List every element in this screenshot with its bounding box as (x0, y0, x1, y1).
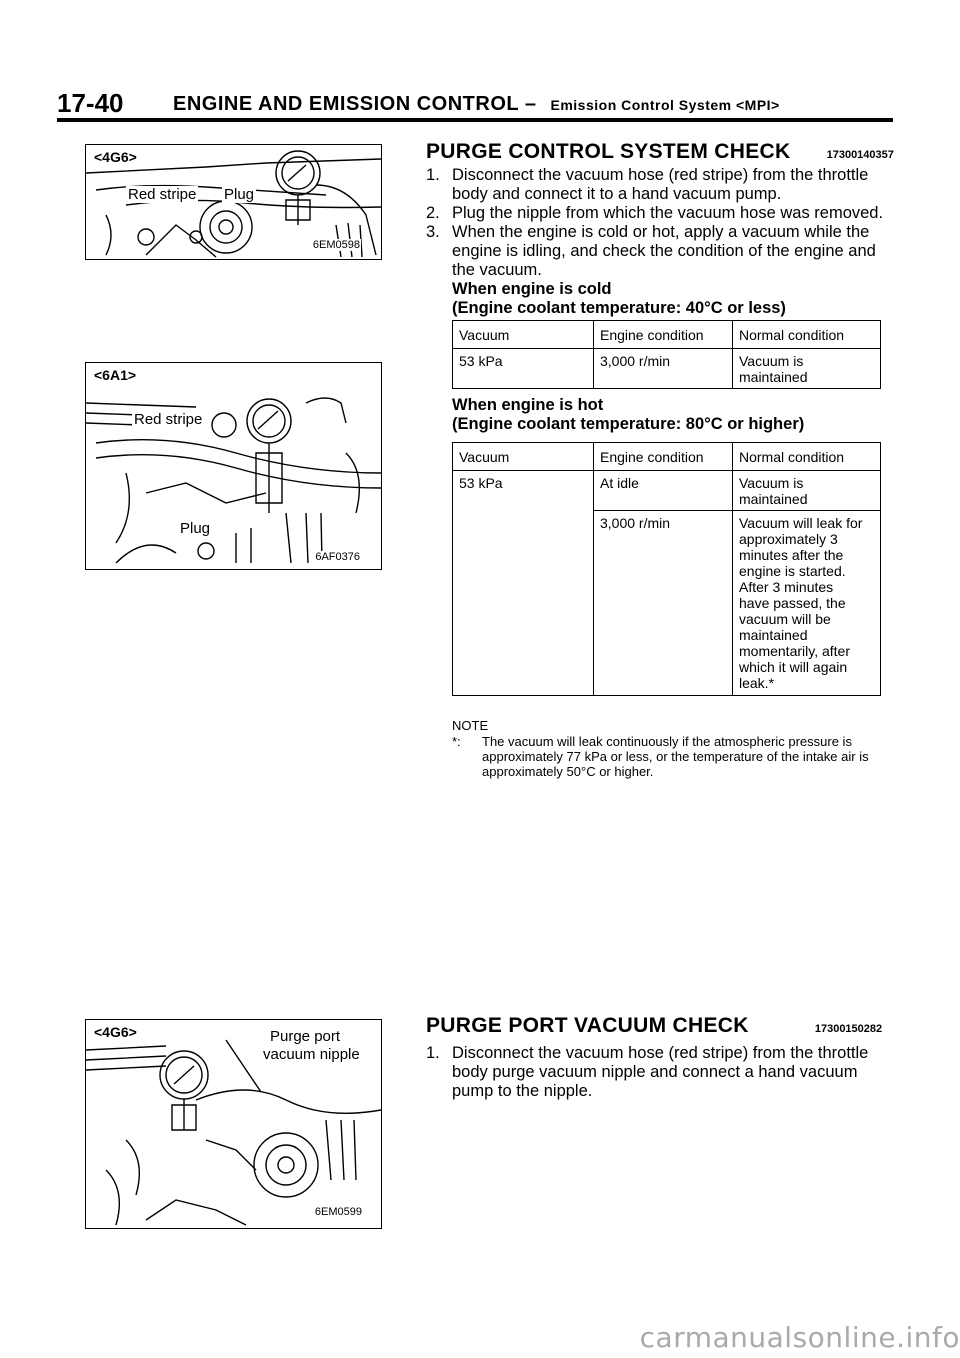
hot-condition-line2: (Engine coolant temperature: 80°C or higher) (452, 415, 805, 433)
table-cell: Vacuum is maintained (733, 471, 881, 511)
figure-4g6-purge-port (85, 1019, 382, 1229)
chapter-title (173, 93, 780, 116)
table-header-row (453, 321, 881, 349)
figure-4g6-purge-control (85, 144, 382, 260)
footnote (452, 734, 884, 779)
header-cell: Normal condition (733, 321, 881, 349)
figure-code: 6AF0376 (315, 551, 360, 563)
purge-control-title: PURGE CONTROL SYSTEM CHECK (426, 140, 791, 163)
table-row (453, 349, 881, 389)
table-cell: 3,000 r/min (594, 511, 733, 696)
step-number: 1. (426, 1044, 440, 1062)
hot-condition-line1: When engine is hot (452, 396, 604, 414)
table-cell: 53 kPa (453, 471, 594, 696)
figure-tag: <6A1> (94, 367, 137, 383)
step-item (426, 223, 886, 280)
purge-control-id: 17300140357 (826, 149, 894, 161)
figure-tag: <4G6> (94, 149, 137, 165)
label-plug: Plug (224, 186, 255, 203)
hot-condition (426, 396, 886, 434)
figure-code: 6EM0599 (314, 1206, 362, 1218)
step-number: 2. (426, 204, 440, 222)
header-cell: Vacuum (453, 321, 594, 349)
note-block (452, 718, 884, 779)
step-item (426, 166, 886, 204)
watermark: carmanualsonline.info (639, 1321, 960, 1354)
table-cell: Vacuum is maintained (733, 349, 881, 389)
chapter-name: ENGINE AND EMISSION CONTROL (173, 93, 519, 115)
label-vacuum-nipple: vacuum nipple (263, 1046, 360, 1063)
figure-tag: <4G6> (94, 1024, 137, 1040)
table-cell: At idle (594, 471, 733, 511)
purge-port-heading (426, 1014, 882, 1038)
cold-condition-line1: When engine is cold (452, 280, 612, 298)
step-item (426, 1044, 886, 1101)
label-purge-port: Purge port (270, 1028, 341, 1045)
table-header-row (453, 443, 881, 471)
footnote-mark: *: (452, 734, 461, 749)
label-plug: Plug (180, 520, 211, 537)
hot-condition-block (426, 396, 886, 434)
page-header (57, 88, 893, 122)
figure-6a1-purge-control (85, 362, 382, 570)
cold-condition-line2: (Engine coolant temperature: 40°C or less) (452, 299, 786, 317)
cold-spec-table (452, 320, 881, 389)
page-number: 17-40 (57, 88, 124, 118)
engine-illustration (86, 363, 381, 569)
header-cell: Engine condition (594, 321, 733, 349)
table-row (453, 471, 881, 511)
step-number: 1. (426, 166, 440, 184)
purge-port-id: 17300150282 (814, 1023, 883, 1035)
step-number: 3. (426, 223, 440, 241)
step-text: Disconnect the vacuum hose (red stripe) from the throttle body purge vacuum nipple and connect a hand vacuum pump to the nipple. (452, 1044, 869, 1100)
step-text: When the engine is cold or hot, apply a vacuum while the engine is idling, and check the condition of the engine and the vacuum. (452, 223, 876, 279)
purge-port-steps (426, 1044, 886, 1101)
hot-spec-table (452, 442, 881, 696)
header-cell: Engine condition (594, 443, 733, 471)
label-red-stripe: Red stripe (128, 186, 197, 203)
label-red-stripe: Red stripe (134, 411, 203, 428)
header-dash: – (524, 93, 537, 115)
table-cell: Vacuum will leak for approximately 3 minutes after the engine is started. After 3 minutes have passed, the vacuum will be maintained momentarily, after which it will again leak.* (733, 511, 881, 696)
step-text: Plug the nipple from which the vacuum hose was removed. (452, 204, 884, 222)
step-item (426, 204, 886, 223)
figure-code: 6EM0598 (312, 239, 360, 251)
purge-control-steps (426, 166, 886, 318)
table-cell: 53 kPa (453, 349, 594, 389)
step-text: Disconnect the vacuum hose (red stripe) from the throttle body and connect it to a hand vacuum pump. (452, 166, 869, 203)
header-cell: Normal condition (733, 443, 881, 471)
table-cell: 3,000 r/min (594, 349, 733, 389)
purge-port-title: PURGE PORT VACUUM CHECK (426, 1014, 749, 1037)
header-cell: Vacuum (453, 443, 594, 471)
purge-control-heading (426, 140, 894, 164)
note-label: NOTE (452, 718, 489, 733)
section-title: Emission Control System <MPI> (550, 97, 780, 113)
footnote-text: The vacuum will leak continuously if the atmospheric pressure is approximately 77 kPa or less, or the temperature of the intake air is approximately 50°C or higher. (482, 734, 869, 779)
cold-condition (426, 280, 886, 318)
